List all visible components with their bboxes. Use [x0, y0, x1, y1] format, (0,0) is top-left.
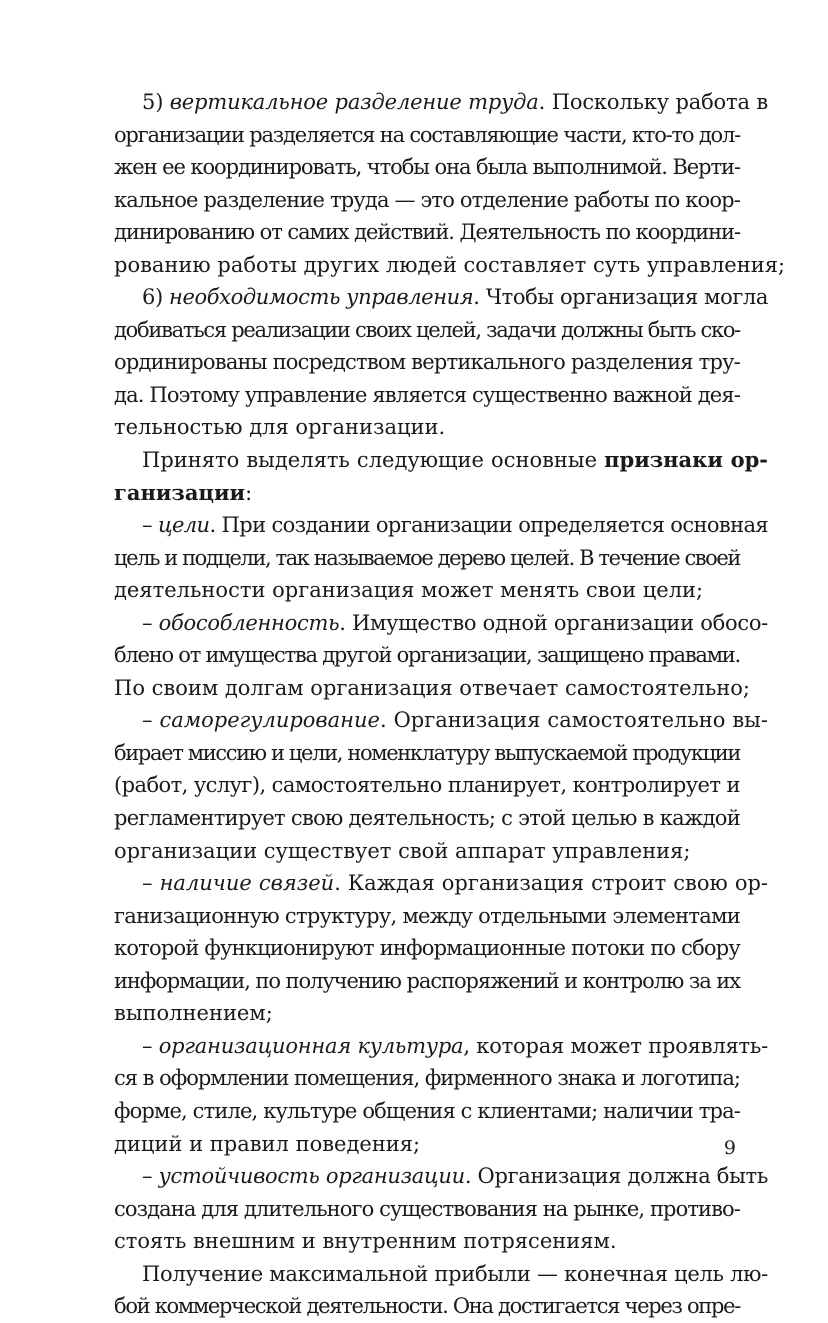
- text-line: [114, 1095, 740, 1128]
- text-segment: –: [142, 871, 160, 896]
- italic-term: обособленность: [158, 610, 340, 635]
- text-line: [114, 216, 740, 249]
- text-line: [114, 477, 740, 510]
- italic-term: наличие связей: [159, 871, 335, 896]
- text-line: [114, 672, 751, 705]
- text-segment: блено от имущества другой организации, защищено правами.: [114, 643, 740, 668]
- italic-term: необходимость управления: [169, 285, 474, 310]
- text-segment: тельностью для организации.: [114, 415, 446, 440]
- text-segment: диций и правил поведения;: [114, 1131, 421, 1156]
- page-number: 9: [723, 1137, 736, 1159]
- text-line: [114, 1128, 740, 1161]
- text-segment: да. Поэтому управление является существенно важной дея-: [114, 382, 740, 407]
- italic-term: организационная культура: [158, 1033, 464, 1058]
- text-segment: –: [142, 1164, 159, 1189]
- text-line: [114, 119, 740, 152]
- bold-text: признаки ор-: [604, 447, 769, 473]
- bold-text: ганизации: [114, 479, 246, 505]
- text-line: [114, 1030, 768, 1063]
- text-segment: стоять внешним и внутренним потрясениям.: [114, 1229, 617, 1254]
- text-segment: цель и подцели, так называемое дерево целей. В течение своей: [114, 545, 740, 570]
- text-segment: деятельности организация может менять свои цели;: [114, 578, 704, 603]
- text-line: [114, 1062, 740, 1095]
- text-segment: –: [142, 1033, 159, 1058]
- text-line: [114, 574, 740, 607]
- text-line: [114, 1258, 768, 1291]
- text-line: [114, 867, 769, 900]
- text-segment: ординированы посредством вертикального разделения тру-: [114, 350, 740, 375]
- text-segment: регламентирует свою деятельность; с этой целью в каждой: [114, 806, 740, 831]
- text-segment: ся в оформлении помещения, фирменного знака и логотипа;: [114, 1066, 740, 1091]
- text-segment: выполнением;: [114, 1001, 273, 1026]
- text-line: [114, 704, 768, 737]
- text-segment: По своим долгам организация отвечает самостоятельно;: [114, 675, 751, 700]
- italic-term: саморегулирование: [159, 708, 380, 733]
- text-segment: . Поскольку работа в: [538, 90, 768, 114]
- text-segment: –: [142, 513, 158, 538]
- text-segment: . Организация должна быть: [464, 1164, 768, 1189]
- text-segment: Принято выделять следующие основные: [142, 448, 605, 473]
- text-line: [114, 900, 740, 933]
- text-segment: рованию работы других людей составляет суть управления;: [114, 252, 786, 277]
- text-segment: кальное разделение труда — это отделение работы по коор-: [114, 187, 740, 212]
- text-segment: . Чтобы организация могла: [473, 285, 768, 310]
- text-line: [114, 379, 740, 412]
- text-line: [114, 346, 740, 379]
- text-line: [114, 769, 740, 802]
- text-segment: ганизационную структуру, между отдельными элементами: [114, 903, 740, 928]
- italic-term: устойчивость организации: [158, 1164, 465, 1189]
- text-line: [114, 802, 740, 835]
- text-segment: бой коммерческой деятельности. Она достигается через опре-: [114, 1294, 740, 1319]
- text-segment: организации существует свой аппарат управления;: [114, 838, 691, 863]
- text-segment: динированию от самих действий. Деятельность по координи-: [114, 220, 740, 245]
- text-line: [114, 1290, 740, 1323]
- italic-term: цели: [157, 513, 210, 538]
- text-line: [114, 932, 740, 965]
- text-line: [114, 249, 786, 282]
- text-segment: 6): [142, 285, 170, 310]
- text-segment: создана для длительного существования на рынке, противо-: [114, 1196, 740, 1221]
- text-segment: . Имущество одной организации обосо-: [339, 610, 768, 635]
- text-segment: . Организация самостоятельно вы-: [379, 708, 768, 733]
- text-segment: жен ее координировать, чтобы она была выполнимой. Верти-: [114, 155, 740, 180]
- text-line: [114, 997, 740, 1030]
- text-segment: бирает миссию и цели, номенклатуру выпускаемой продукции: [114, 740, 740, 765]
- text-segment: добиваться реализации своих целей, задачи должны быть ско-: [114, 317, 740, 342]
- text-line: [114, 965, 740, 998]
- text-segment: . При создании организации определяется основная: [209, 513, 768, 538]
- text-line: [114, 151, 740, 184]
- text-segment: –: [142, 708, 160, 733]
- text-line: [114, 86, 768, 119]
- text-segment: информации, по получению распоряжений и контролю за их: [114, 968, 740, 993]
- text-line: [114, 607, 768, 640]
- text-segment: Получение максимальной прибыли — конечная цель лю-: [142, 1261, 768, 1286]
- text-segment: . Каждая организация строит свою ор-: [334, 871, 769, 896]
- text-line: [114, 184, 740, 217]
- italic-term: вертикальное разделение труда: [169, 90, 539, 114]
- text-segment: организации разделяется на составляющие части, кто-то дол-: [114, 122, 740, 147]
- text-line: [114, 737, 740, 770]
- text-line: [114, 639, 740, 672]
- text-line: [114, 411, 740, 444]
- text-segment: , которая может проявлять-: [463, 1033, 768, 1058]
- text-line: [114, 1160, 768, 1193]
- text-line: [114, 444, 769, 477]
- text-line: [114, 509, 768, 542]
- text-segment: –: [142, 610, 159, 635]
- text-segment: которой функционируют информационные потоки по сбору: [114, 936, 740, 961]
- text-segment: 5): [142, 90, 170, 114]
- text-line: [114, 542, 740, 575]
- text-line: [114, 1193, 740, 1226]
- text-line: [114, 1225, 740, 1258]
- text-segment: (работ, услуг), самостоятельно планирует, контролирует и: [114, 773, 740, 798]
- text-line: [114, 314, 740, 347]
- text-line: [114, 281, 768, 314]
- text-segment: :: [245, 480, 253, 505]
- text-segment: форме, стиле, культуре общения с клиентами; наличии тра-: [114, 1098, 740, 1123]
- page-body: [114, 86, 786, 1323]
- text-line: [114, 835, 740, 868]
